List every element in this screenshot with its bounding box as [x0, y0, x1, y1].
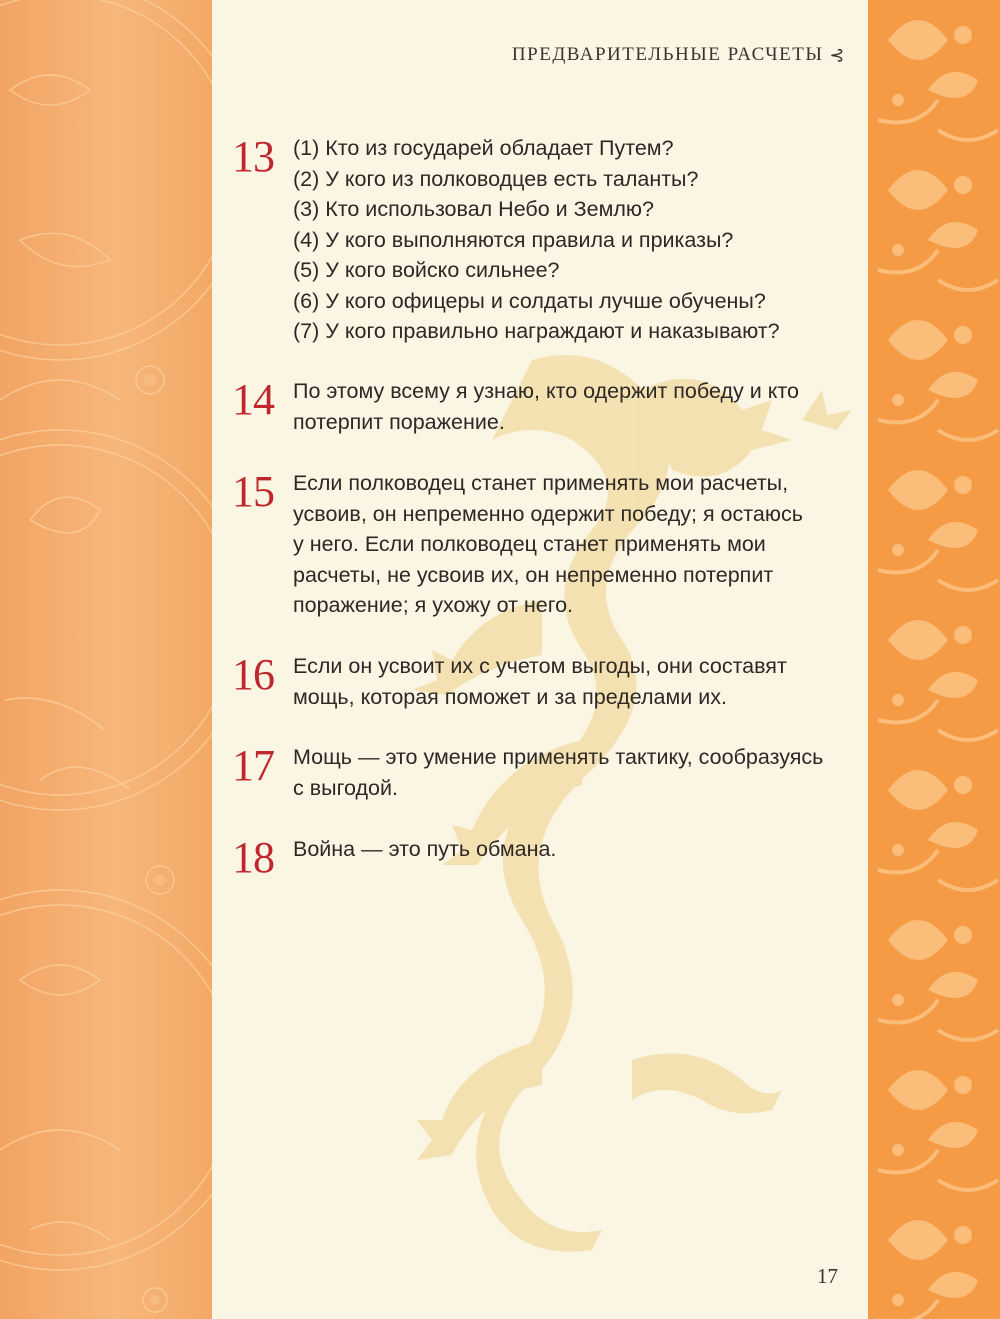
section-text: [293, 834, 853, 865]
section-text: [293, 133, 853, 347]
text-line: (3) Кто использовал Небо и Землю?: [293, 197, 654, 221]
section-number: 13: [232, 132, 274, 181]
right-decorative-border: [868, 0, 1000, 1319]
text-line: (5) У кого войско сильнее?: [293, 258, 560, 282]
text-line: (2) У кого из полководцев есть таланты?: [293, 166, 699, 191]
page-number: 17: [817, 1264, 838, 1288]
text-line: (1) Кто из государей обладает Путем?: [293, 136, 674, 160]
text-line: потерпит поражение.: [293, 409, 505, 434]
section-number: 16: [232, 650, 274, 699]
section-text: [293, 468, 853, 621]
text-line: поражение; я ухожу от него.: [293, 593, 574, 617]
section-number: 17: [232, 741, 274, 790]
left-decorative-border: [0, 0, 212, 1319]
floral-medallion-pattern: [0, 0, 212, 1319]
text-line: мощь, которая поможет и за пределами их.: [293, 684, 727, 709]
ornament-icon: ⊰: [829, 44, 846, 65]
section-number: 18: [232, 833, 274, 882]
text-line: По этому всему я узнаю, кто одержит победу и кто: [293, 379, 799, 403]
text-line: у него. Если полководец станет применять мои: [293, 532, 766, 556]
text-line: (4) У кого выполняются правила и приказы?: [293, 227, 734, 252]
section-text: [293, 742, 853, 803]
section-number: 14: [232, 375, 274, 424]
text-line: Мощь — это умение применять тактику, сообразуясь: [293, 745, 824, 769]
text-line: с выгодой.: [293, 775, 398, 800]
section-text: [293, 651, 853, 712]
text-line: расчеты, не усвоив их, он непременно потерпит: [293, 562, 774, 587]
section-text: [293, 376, 853, 437]
text-line: Если полководец станет применять мои расчеты,: [293, 471, 789, 495]
section-number: 15: [232, 467, 274, 516]
text-line: (6) У кого офицеры и солдаты лучше обучены?: [293, 288, 766, 313]
text-line: (7) У кого правильно награждают и наказывают?: [293, 319, 780, 343]
text-line: Война — это путь обмана.: [293, 837, 557, 861]
text-line: Если он усвоит их с учетом выгоды, они составят: [293, 654, 787, 678]
text-line: усвоив, он непременно одержит победу; я остаюсь: [293, 501, 803, 526]
running-head-title: ПРЕДВАРИТЕЛЬНЫЕ РАСЧЕТЫ: [511, 44, 824, 65]
running-head: [512, 44, 846, 66]
page: [212, 0, 868, 1319]
floral-vine-pattern: [868, 0, 1000, 1319]
